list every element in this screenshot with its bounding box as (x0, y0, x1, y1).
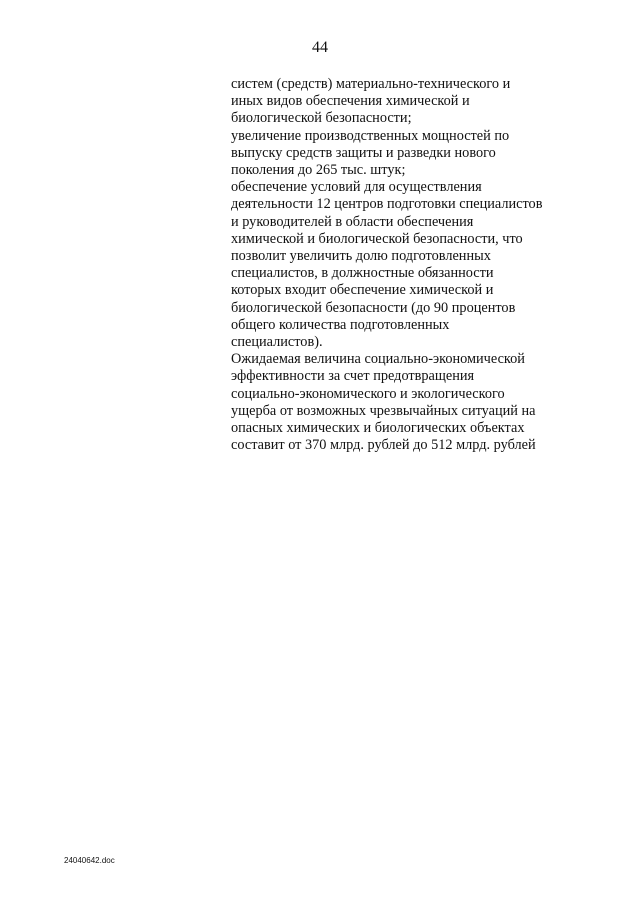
text-line: специалистов). (231, 334, 323, 351)
text-line: биологической безопасности (до 90 процентов (231, 299, 516, 316)
text-line: которых входит обеспечение химической и (231, 282, 494, 299)
text-line: иных видов обеспечения химической и (231, 93, 470, 110)
text-line: общего количества подготовленных (231, 316, 450, 333)
text-line: и руководителей в области обеспечения (231, 213, 474, 230)
text-line: обеспечение условий для осуществления (231, 179, 482, 196)
text-line: химической и биологической безопасности, что (231, 230, 523, 247)
page-number: 44 (312, 39, 328, 56)
text-line: деятельности 12 центров подготовки специалистов (231, 196, 543, 213)
text-line: социально-экономического и экологического (231, 385, 505, 402)
text-line: поколения до 265 тыс. штук; (231, 162, 406, 179)
text-line: выпуску средств защиты и разведки нового (231, 144, 496, 161)
footer-filename: 24040642.doc (64, 856, 115, 865)
text-line: ущерба от возможных чрезвычайных ситуаций на (231, 402, 536, 419)
body-text (231, 76, 566, 454)
text-line: составит от 370 млрд. рублей до 512 млрд. рублей (231, 437, 536, 454)
text-line: увеличение производственных мощностей по (231, 127, 510, 144)
text-line: опасных химических и биологических объектах (231, 420, 525, 437)
text-line: эффективности за счет предотвращения (231, 368, 475, 385)
text-line: позволит увеличить долю подготовленных (231, 248, 491, 265)
text-line: специалистов, в должностные обязанности (231, 265, 494, 282)
text-line: биологической безопасности; (231, 110, 412, 127)
text-line: Ожидаемая величина социально-экономической (231, 351, 525, 368)
text-line: систем (средств) материально-технического и (231, 76, 511, 92)
